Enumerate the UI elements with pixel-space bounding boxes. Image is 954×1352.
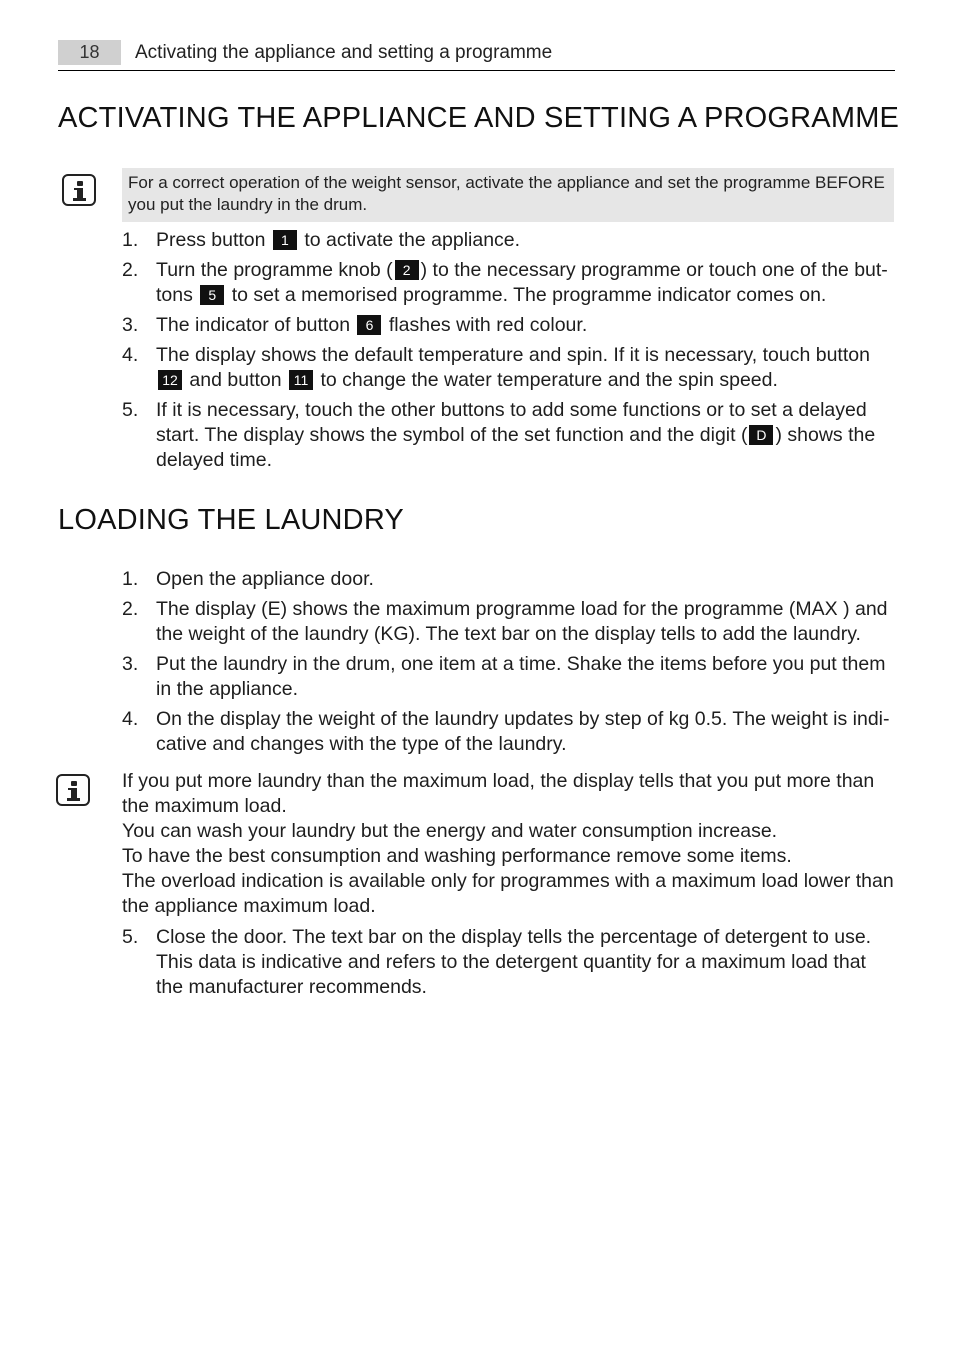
list-item: 4. The display shows the default temperature and spin. If it is necessary, touch button 12 and button 11 to change the water temperature and the spin speed. [122,344,870,391]
button-6-badge: 6 [357,315,381,335]
button-12-badge: 12 [158,370,182,390]
loading-steps [122,567,894,762]
knob-2-badge: 2 [395,260,419,280]
list-item: 5. Close the door. The text bar on the display tells the percentage of detergent to use. This data is indicative and refers to the detergent quantity for a maximum load that the manufacturer recommends. [122,926,872,998]
list-item: 3. Put the laundry in the drum, one item at a time. Shake the items before you put them in the appliance. [122,653,886,700]
section-heading-activating: ACTIVATING THE APPLIANCE AND SETTING A PROGRAMME [58,102,900,134]
info-icon [56,774,90,806]
button-5-badge: 5 [200,285,224,305]
list-item: 1. Open the appliance door. [122,568,374,590]
overload-note: If you put more laundry than the maximum load, the display tells that you put more than the maximum load. You can wash your laundry but the energy and water consumption increase. To have the best consumption and washing performance remove some items. The overload indication is available only for programmes with a maximum load lower than the appliance maximum load. [122,770,894,917]
activation-steps [122,228,894,478]
list-item: 2. The display (E) shows the maximum programme load for the programme (MAX ) and the weight of the laundry (KG). The text bar on the display tells to add the laundry. [122,598,888,645]
list-item: 4. On the display the weight of the laundry updates by step of kg 0.5. The weight is indi-cative and changes with the type of the laundry. [122,708,890,755]
page-number: 18 [58,40,121,65]
button-1-badge: 1 [273,230,297,250]
button-11-badge: 11 [289,370,313,390]
info-note: For a correct operation of the weight sensor, activate the appliance and set the programme BEFORE you put the laundry in the drum. [122,168,894,222]
section-heading-loading: LOADING THE LAUNDRY [58,504,404,536]
header-title: Activating the appliance and setting a programme [135,42,553,63]
loading-steps-continued [122,925,894,1005]
list-item: 2. Turn the programme knob ( 2 ) to the necessary programme or touch one of the but-tons 5 to set a memorised programme. The programme indicator comes on. [122,259,888,306]
list-item: 3. The indicator of button 6 flashes with red colour. [122,314,588,336]
page-header [58,40,895,71]
digit-d-badge: D [749,425,773,445]
list-item: 1. Press button 1 to activate the appliance. [122,229,521,251]
list-item: 5. If it is necessary, touch the other buttons to add some functions or to set a delayed start. The display shows the symbol of the set function and the digit ( D ) shows the delayed time. [122,399,876,471]
info-icon [62,174,96,206]
